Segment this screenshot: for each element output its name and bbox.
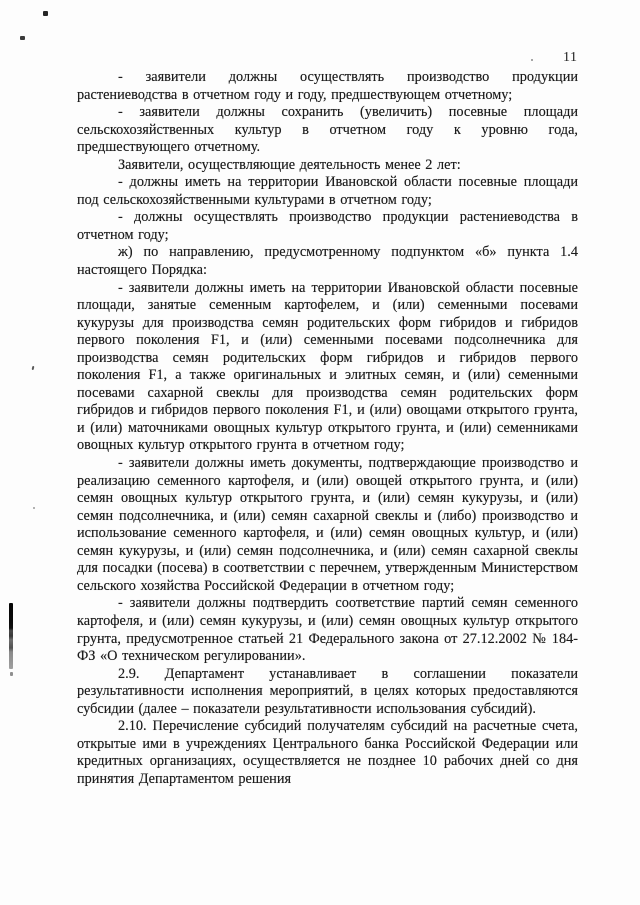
paragraph-applicants-preserve-areas: - заявители должны сохранить (увеличить) посевные площади сельскохозяйственных культур в отчетном году к уровню года, предшествующего отчетному. <box>77 104 578 156</box>
paragraph-documents-requirements: - заявители должны иметь документы, подтверждающие производство и реализацию семенного картофеля, и (или) овощей открытого грунта, и (или) семян овощных культур открытого грунта, и (или) семян кукурузы, и (или) семян подсолнечника, и (или) семян сахарной свеклы и (либо) производство и использование семенного картофеля, и (или) семян овощных культур, и (или) семян кукурузы, и (или) семян подсолнечника, и (или) семян сахарной свеклы для посадки (посева) в соответствии с перечнем, утвержденным Министерством сельского хозяйства Российской Федерации в отчетном году; <box>77 455 578 594</box>
paragraph-subitem-zh: ж) по направлению, предусмотренному подпунктом «б» пункта 1.4 настоящего Порядка: <box>77 244 578 279</box>
paragraph-must-produce: - должны осуществлять производство продукции растениеводства в отчетном году; <box>77 209 578 243</box>
scan-speck-left-margin-1 <box>32 366 35 370</box>
paragraph-seed-batch-conformity: - заявители должны подтвердить соответствие партий семян семенного картофеля, и (или) семян кукурузы, и (или) семян овощных культур открытого грунта, предусмотренное статьей 21 Федерального закона от 27.12.2002 № 184-ФЗ «О техническом регулировании». <box>77 595 578 665</box>
page-number: 11 <box>563 50 578 65</box>
scan-speck-top-left-1 <box>43 11 48 16</box>
paragraph-applicants-under-2-years: Заявители, осуществляющие деятельность менее 2 лет: <box>118 156 461 173</box>
scan-speck-top-left-2 <box>20 36 25 40</box>
paragraph-clause-2-9: 2.9. Департамент устанавливает в соглашении показатели результативности исполнения мероприятий, в целях которых предоставляются субсидии (далее – показатели результативности использования субсидий). <box>77 665 578 717</box>
scan-speck-near-page-number <box>531 59 533 61</box>
paragraph-applicants-production: - заявители должны осуществлять производство продукции растениеводства в отчетном году и году, предшествующем отчетному; <box>77 69 578 103</box>
scan-streak-left-edge <box>9 603 13 669</box>
scan-speck-left-margin-2 <box>33 507 35 509</box>
paragraph-seed-areas-requirements: - заявители должны иметь на территории Ивановской области посевные площади, занятые семенным картофелем, и (или) семенными посевами кукурузы для производства семян родительских форм гибридов и гибридов первого поколения F1, и (или) семенными посевами подсолнечника для производства семян родительских форм гибридов и гибридов первого поколения F1, а также оригинальных и элитных семян, и (или) семенными посевами сахарной свеклы для производства семян родительских форм гибридов и гибридов первого поколения F1, и (или) овощами открытого грунта, и (или) маточниками овощных культур открытого грунта, и (или) семенниками овощных культур открытого грунта в отчетном году; <box>77 279 578 454</box>
document-body <box>77 69 578 788</box>
paragraph-must-have-areas: - должны иметь на территории Ивановской области посевные площади под сельскохозяйственными культурами в отчетном году; <box>77 174 578 208</box>
scan-streak-tail-dot <box>10 672 13 676</box>
paragraph-clause-2-10: 2.10. Перечисление субсидий получателям субсидий на расчетные счета, открытые ими в учреждениях Центрального банка Российской Федерации или кредитных организациях, осуществляется не позднее 10 рабочих дней со дня принятия Департаментом решения <box>77 718 578 787</box>
